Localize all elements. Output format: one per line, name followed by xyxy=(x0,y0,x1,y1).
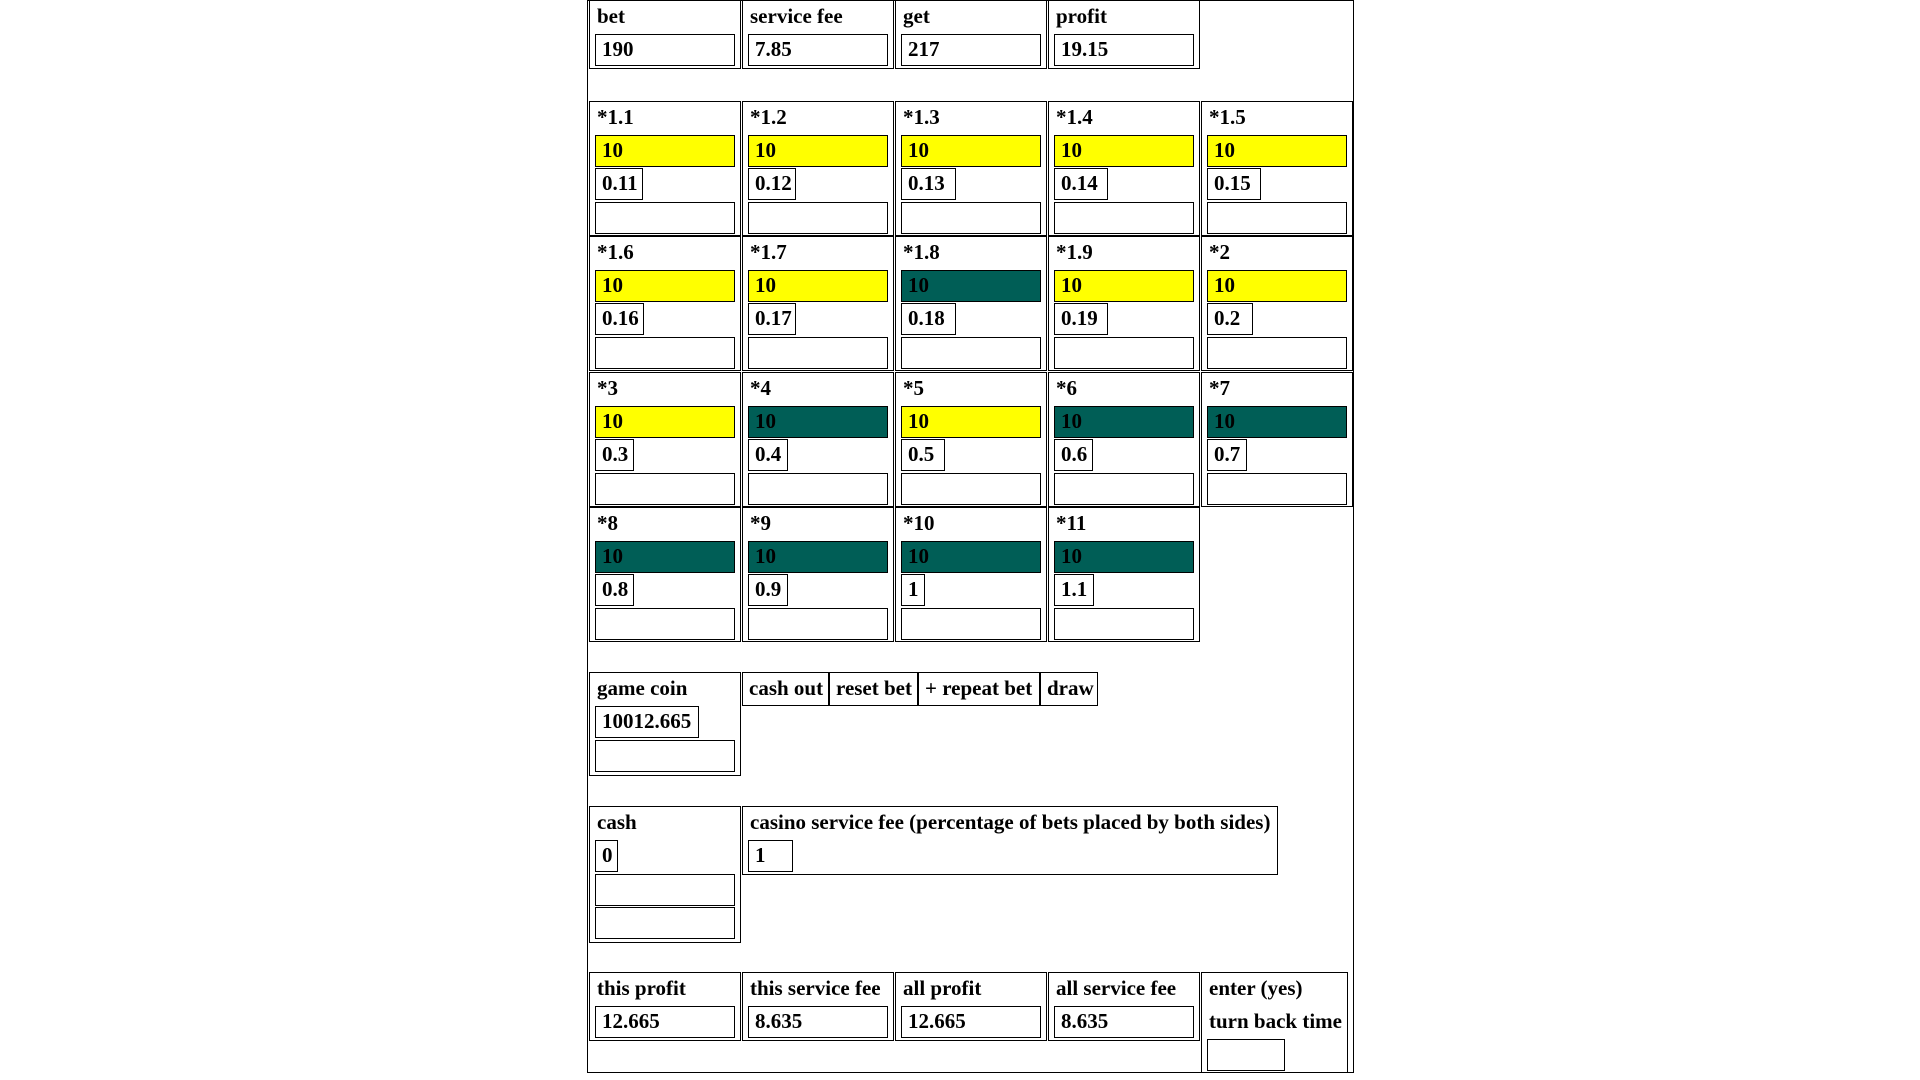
multiplier-rate-value: 1 xyxy=(901,574,925,606)
casino-fee-label: casino service fee (percentage of bets placed by both sides) xyxy=(750,810,1271,834)
multiplier-extra-input[interactable] xyxy=(748,473,888,505)
turn-back-time-input[interactable] xyxy=(1207,1039,1285,1071)
cash-out-button[interactable]: cash out xyxy=(742,672,829,706)
cash-cell xyxy=(589,806,741,943)
all-service-fee-cell xyxy=(1048,972,1200,1041)
casino-fee-cell xyxy=(742,806,1278,875)
this-service-fee-cell xyxy=(742,972,894,1041)
multiplier-cell xyxy=(1201,101,1353,236)
multiplier-cell xyxy=(742,101,894,236)
game-coin-label: game coin xyxy=(597,676,688,700)
multiplier-rate-value: 0.13 xyxy=(901,168,956,200)
multiplier-label: *1.7 xyxy=(750,240,787,264)
multiplier-rate-value: 0.5 xyxy=(901,439,945,471)
multiplier-bet-input[interactable]: 10 xyxy=(748,135,888,167)
multiplier-bet-input[interactable]: 10 xyxy=(748,270,888,302)
draw-button[interactable]: draw xyxy=(1040,672,1098,706)
multiplier-label: *10 xyxy=(903,511,935,535)
multiplier-label: *9 xyxy=(750,511,771,535)
multiplier-extra-input[interactable] xyxy=(1054,202,1194,234)
bet-input[interactable]: 190 xyxy=(595,34,735,66)
multiplier-cell xyxy=(742,372,894,507)
multiplier-rate-value: 0.9 xyxy=(748,574,788,606)
reset-bet-button[interactable]: reset bet xyxy=(829,672,918,706)
multiplier-extra-input[interactable] xyxy=(1054,473,1194,505)
multiplier-extra-input[interactable] xyxy=(1054,337,1194,369)
multiplier-cell xyxy=(1201,236,1353,371)
multiplier-label: *4 xyxy=(750,376,771,400)
multiplier-rate-value: 0.19 xyxy=(1054,303,1108,335)
multiplier-bet-input[interactable]: 10 xyxy=(595,270,735,302)
all-profit-cell xyxy=(895,972,1047,1041)
enter-yes-label[interactable]: enter (yes) xyxy=(1209,976,1303,1000)
multiplier-extra-input[interactable] xyxy=(1207,473,1347,505)
multiplier-bet-input[interactable]: 10 xyxy=(1054,541,1194,573)
multiplier-extra-input[interactable] xyxy=(595,202,735,234)
multiplier-extra-input[interactable] xyxy=(595,608,735,640)
game-coin-extra-input[interactable] xyxy=(595,740,735,772)
multiplier-bet-input[interactable]: 10 xyxy=(1207,135,1347,167)
cash-input[interactable]: 0 xyxy=(595,840,618,872)
all-profit-input[interactable]: 12.665 xyxy=(901,1006,1041,1038)
multiplier-cell xyxy=(742,507,894,642)
this-profit-label: this profit xyxy=(597,976,686,1000)
service-fee-cell xyxy=(742,0,894,69)
multiplier-label: *1.5 xyxy=(1209,105,1246,129)
multiplier-extra-input[interactable] xyxy=(1207,202,1347,234)
multiplier-bet-input[interactable]: 10 xyxy=(901,270,1041,302)
multiplier-rate-value: 1.1 xyxy=(1054,574,1094,606)
profit-cell xyxy=(1048,0,1200,69)
multiplier-extra-input[interactable] xyxy=(595,337,735,369)
game-coin-cell xyxy=(589,672,741,776)
service-fee-input[interactable]: 7.85 xyxy=(748,34,888,66)
cash-extra-input-1[interactable] xyxy=(595,874,735,906)
profit-input[interactable]: 19.15 xyxy=(1054,34,1194,66)
get-cell xyxy=(895,0,1047,69)
all-service-fee-label: all service fee xyxy=(1056,976,1177,1000)
multiplier-rate-value: 0.3 xyxy=(595,439,634,471)
get-label: get xyxy=(903,4,930,28)
multiplier-cell xyxy=(895,507,1047,642)
multiplier-rate-value: 0.18 xyxy=(901,303,956,335)
turn-back-time-label[interactable]: turn back time xyxy=(1209,1009,1342,1033)
multiplier-label: *11 xyxy=(1056,511,1087,535)
multiplier-cell xyxy=(589,372,741,507)
this-profit-input[interactable]: 12.665 xyxy=(595,1006,735,1038)
multiplier-cell xyxy=(1048,507,1200,642)
multiplier-extra-input[interactable] xyxy=(748,608,888,640)
multiplier-bet-input[interactable]: 10 xyxy=(1207,270,1347,302)
multiplier-label: *5 xyxy=(903,376,924,400)
multiplier-bet-input[interactable]: 10 xyxy=(595,541,735,573)
multiplier-extra-input[interactable] xyxy=(1207,337,1347,369)
multiplier-extra-input[interactable] xyxy=(748,337,888,369)
multiplier-cell xyxy=(895,372,1047,507)
multiplier-bet-input[interactable]: 10 xyxy=(595,135,735,167)
multiplier-label: *1.4 xyxy=(1056,105,1093,129)
multiplier-cell xyxy=(895,101,1047,236)
bet-label: bet xyxy=(597,4,625,28)
multiplier-extra-input[interactable] xyxy=(901,337,1041,369)
bet-cell xyxy=(589,0,741,69)
service-fee-label: service fee xyxy=(750,4,843,28)
multiplier-extra-input[interactable] xyxy=(901,473,1041,505)
multiplier-cell xyxy=(742,236,894,371)
repeat-bet-button[interactable]: + repeat bet xyxy=(918,672,1040,706)
all-profit-label: all profit xyxy=(903,976,982,1000)
multiplier-label: *1.6 xyxy=(597,240,634,264)
multiplier-label: *1.9 xyxy=(1056,240,1093,264)
multiplier-extra-input[interactable] xyxy=(901,608,1041,640)
multiplier-bet-input[interactable]: 10 xyxy=(1054,270,1194,302)
multiplier-cell xyxy=(1048,236,1200,371)
multiplier-cell xyxy=(1048,372,1200,507)
multiplier-label: *1.3 xyxy=(903,105,940,129)
cash-extra-input-2[interactable] xyxy=(595,907,735,939)
multiplier-cell xyxy=(895,236,1047,371)
multiplier-label: *1.2 xyxy=(750,105,787,129)
multiplier-extra-input[interactable] xyxy=(901,202,1041,234)
multiplier-cell xyxy=(589,236,741,371)
multiplier-bet-input[interactable]: 10 xyxy=(1054,406,1194,438)
multiplier-label: *1.8 xyxy=(903,240,940,264)
multiplier-label: *1.1 xyxy=(597,105,634,129)
multiplier-bet-input[interactable]: 10 xyxy=(1054,135,1194,167)
multiplier-rate-value: 0.14 xyxy=(1054,168,1108,200)
get-input[interactable]: 217 xyxy=(901,34,1041,66)
multiplier-rate-value: 0.2 xyxy=(1207,303,1253,335)
cash-label: cash xyxy=(597,810,637,834)
this-service-fee-input[interactable]: 8.635 xyxy=(748,1006,888,1038)
multiplier-cell xyxy=(589,507,741,642)
multiplier-rate-value: 0.4 xyxy=(748,439,788,471)
multiplier-bet-input[interactable]: 10 xyxy=(901,541,1041,573)
multiplier-label: *6 xyxy=(1056,376,1077,400)
multiplier-label: *2 xyxy=(1209,240,1230,264)
this-service-fee-label: this service fee xyxy=(750,976,881,1000)
multiplier-extra-input[interactable] xyxy=(748,202,888,234)
multiplier-bet-input[interactable]: 10 xyxy=(1207,406,1347,438)
profit-label: profit xyxy=(1056,4,1107,28)
multiplier-cell xyxy=(1048,101,1200,236)
multiplier-bet-input[interactable]: 10 xyxy=(595,406,735,438)
time-control-cell xyxy=(1201,972,1348,1073)
multiplier-rate-value: 0.16 xyxy=(595,303,644,335)
multiplier-rate-value: 0.8 xyxy=(595,574,634,606)
multiplier-bet-input[interactable]: 10 xyxy=(901,135,1041,167)
multiplier-label: *8 xyxy=(597,511,618,535)
multiplier-rate-value: 0.7 xyxy=(1207,439,1247,471)
multiplier-bet-input[interactable]: 10 xyxy=(901,406,1041,438)
multiplier-extra-input[interactable] xyxy=(595,473,735,505)
multiplier-label: *7 xyxy=(1209,376,1230,400)
all-service-fee-input[interactable]: 8.635 xyxy=(1054,1006,1194,1038)
this-profit-cell xyxy=(589,972,741,1041)
casino-fee-input[interactable]: 1 xyxy=(748,840,793,872)
multiplier-rate-value: 0.12 xyxy=(748,168,796,200)
multiplier-extra-input[interactable] xyxy=(1054,608,1194,640)
multiplier-rate-value: 0.6 xyxy=(1054,439,1093,471)
multiplier-rate-value: 0.11 xyxy=(595,168,643,200)
game-coin-input[interactable]: 10012.665 xyxy=(595,706,699,738)
multiplier-bet-input[interactable]: 10 xyxy=(748,406,888,438)
multiplier-bet-input[interactable]: 10 xyxy=(748,541,888,573)
multiplier-cell xyxy=(1201,372,1353,507)
multiplier-rate-value: 0.17 xyxy=(748,303,796,335)
multiplier-cell xyxy=(589,101,741,236)
multiplier-label: *3 xyxy=(597,376,618,400)
multiplier-rate-value: 0.15 xyxy=(1207,168,1261,200)
